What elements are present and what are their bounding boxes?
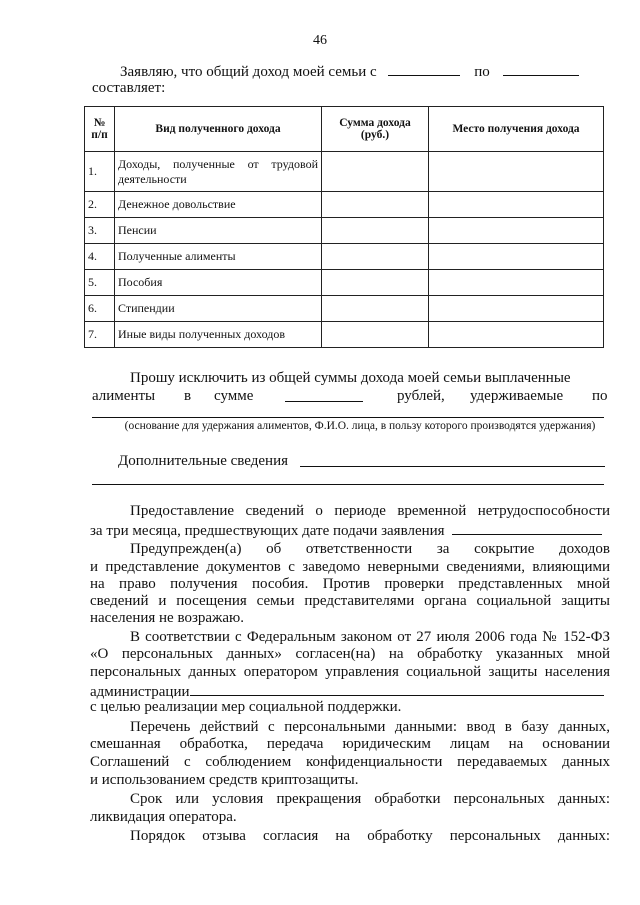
row-num: 4.: [85, 244, 115, 270]
row-type: Иные виды полученных доходов: [115, 322, 322, 348]
row-num: 3.: [85, 218, 115, 244]
p1-line2: [90, 520, 602, 540]
p3-text: администрации: [90, 684, 190, 700]
row-sum-cell[interactable]: [322, 192, 429, 218]
table-row: [85, 192, 604, 218]
date-to-field[interactable]: [503, 61, 579, 76]
row-num: 6.: [85, 296, 115, 322]
row-type: Стипендии: [115, 296, 322, 322]
p2-line1: Предупрежден(а) об ответственности за сокрытие доходов: [130, 541, 610, 557]
alimony-word: по: [592, 388, 608, 404]
p2-line5: населения не возражаю.: [90, 610, 245, 626]
additional-field[interactable]: [300, 466, 605, 467]
row-sum-cell[interactable]: [322, 152, 429, 192]
row-type: Доходы, полученные от трудовой деятельности: [115, 152, 322, 192]
p5-line1: Срок или условия прекращения обработки персональных данных:: [130, 791, 610, 807]
row-place-cell[interactable]: [429, 244, 604, 270]
row-num: 5.: [85, 270, 115, 296]
p4-line4: и использованием средств криптозащиты.: [90, 772, 359, 788]
alimony-word: в: [184, 388, 192, 404]
row-type: Полученные алименты: [115, 244, 322, 270]
alimony-word: алименты: [92, 388, 156, 404]
row-sum-cell[interactable]: [322, 218, 429, 244]
table-row: [85, 270, 604, 296]
row-place-cell[interactable]: [429, 296, 604, 322]
p6-line1: Порядок отзыва согласия на обработку персональных данных:: [130, 828, 610, 844]
income-table: [84, 106, 604, 348]
p2-line3: на право получения пособия. Против проверки представленных мной: [90, 576, 610, 592]
intro-line: [120, 61, 579, 81]
row-type: Пособия: [115, 270, 322, 296]
alimony-sum-field[interactable]: [285, 387, 363, 402]
alimony-word: сумме: [214, 388, 254, 404]
table-row: [85, 218, 604, 244]
table-row: [85, 152, 604, 192]
row-sum-cell[interactable]: [322, 322, 429, 348]
row-sum-cell[interactable]: [322, 296, 429, 322]
additional-field-line2[interactable]: [92, 484, 604, 485]
disability-period-field[interactable]: [452, 520, 602, 535]
row-sum-cell[interactable]: [322, 270, 429, 296]
row-place-cell[interactable]: [429, 270, 604, 296]
intro-po: по: [474, 64, 490, 80]
row-place-cell[interactable]: [429, 152, 604, 192]
alimony-basis-field[interactable]: [92, 417, 604, 418]
row-sum-cell[interactable]: [322, 244, 429, 270]
row-num: 2.: [85, 192, 115, 218]
row-place-cell[interactable]: [429, 192, 604, 218]
alimony-word: рублей,: [397, 388, 445, 404]
col-header-num: № п/п: [85, 107, 115, 152]
intro-text: Заявляю, что общий доход моей семьи с: [120, 64, 377, 80]
p2-line2: и представление документов с заведомо неверными сведениями, влияющими: [90, 559, 610, 575]
row-type: Пенсии: [115, 218, 322, 244]
p4-line1: Перечень действий с персональными данными: ввод в базу данных,: [130, 719, 610, 735]
table-row: [85, 244, 604, 270]
p3-line3: персональных данных оператором управления социальной защиты населения: [90, 664, 610, 680]
p4-line3: Соглашений с соблюдением конфиденциальности передаваемых данных: [90, 754, 610, 770]
page-number: 46: [313, 33, 327, 48]
row-place-cell[interactable]: [429, 218, 604, 244]
alimony-word: удерживаемые: [470, 388, 564, 404]
row-type: Денежное довольствие: [115, 192, 322, 218]
p1-text: за три месяца, предшествующих дате подачи заявления: [90, 523, 445, 539]
table-row: [85, 296, 604, 322]
col-header-place: Место получения дохода: [429, 107, 604, 152]
alimony-line1: Прошу исключить из общей суммы дохода моей семьи выплаченные: [130, 370, 571, 386]
administration-field[interactable]: [190, 681, 604, 696]
p3-line1: В соответствии с Федеральным законом от 27 июля 2006 года № 152-ФЗ: [130, 629, 610, 645]
row-num: 7.: [85, 322, 115, 348]
col-header-type: Вид полученного дохода: [115, 107, 322, 152]
p4-line2: смешанная обработка, передача юридическим лицам на основании: [90, 736, 610, 752]
p2-line4: сведений и посещения семьи представителями органа социальной защиты: [90, 593, 610, 609]
table-row: [85, 322, 604, 348]
intro-line2: составляет:: [92, 80, 166, 96]
p5-line2: ликвидация оператора.: [90, 809, 237, 825]
additional-label: Дополнительные сведения: [118, 453, 289, 469]
p1-line1: Предоставление сведений о периоде временной нетрудоспособности: [130, 503, 610, 519]
row-num: 1.: [85, 152, 115, 192]
date-from-field[interactable]: [388, 61, 460, 76]
alimony-note: (основание для удержания алиментов, Ф.И.О. лица, в пользу которого производятся удержания): [124, 420, 596, 432]
col-header-sum: Сумма дохода (руб.): [322, 107, 429, 152]
p3-line2: «О персональных данных» согласен(на) на обработку указанных мной: [90, 646, 610, 662]
p3-line5: с целью реализации мер социальной поддержки.: [90, 699, 402, 715]
row-place-cell[interactable]: [429, 322, 604, 348]
table-header-row: [85, 107, 604, 152]
